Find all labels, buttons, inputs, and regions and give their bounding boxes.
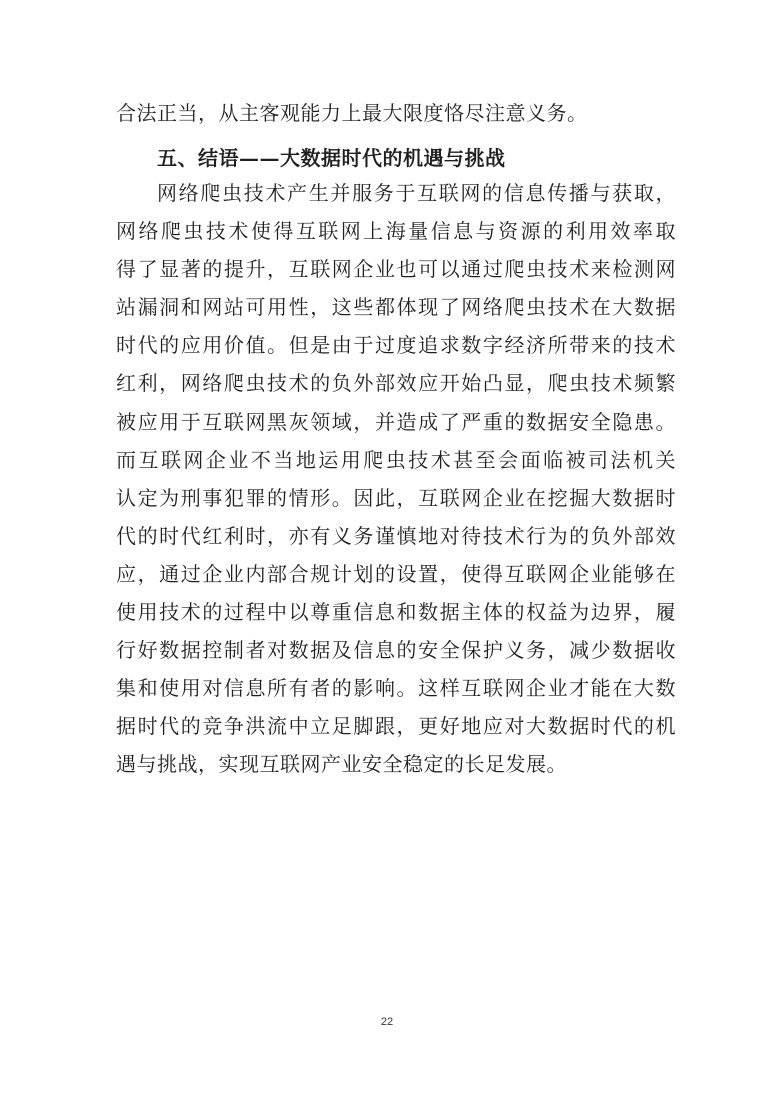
page-number: 22 <box>380 1016 394 1028</box>
paragraph-line: 红利，网络爬虫技术的负外部效应开始凸显，爬虫技术频繁 <box>116 371 676 395</box>
paragraph-line: 而互联网企业不当地运用爬虫技术甚至会面临被司法机关 <box>116 448 676 472</box>
paragraph-line: 使用技术的过程中以尊重信息和数据主体的权益为边界，履 <box>116 600 676 624</box>
paragraph-line: 被应用于互联网黑灰领域，并造成了严重的数据安全隐患。 <box>116 410 676 434</box>
paragraph-line: 得了显著的提升，互联网企业也可以通过爬虫技术来检测网 <box>116 257 676 281</box>
paragraph-line: 合法正当，从主客观能力上最大限度恪尽注意义务。 <box>116 101 588 125</box>
section-heading: 五、结语——大数据时代的机遇与挑战 <box>157 146 506 170</box>
paragraph-line: 网络爬虫技术使得互联网上海量信息与资源的利用效率取 <box>116 219 676 243</box>
paragraph-line: 应，通过企业内部合规计划的设置，使得互联网企业能够在 <box>116 562 676 586</box>
paragraph-line: 集和使用对信息所有者的影响。这样互联网企业才能在大数 <box>116 676 676 700</box>
paragraph-line: 站漏洞和网站可用性，这些都体现了网络爬虫技术在大数据 <box>116 295 676 319</box>
paragraph-line: 认定为刑事犯罪的情形。因此，互联网企业在挖掘大数据时 <box>116 486 676 510</box>
paragraph-line: 遇与挑战，实现互联网产业安全稳定的长足发展。 <box>116 752 567 776</box>
paragraph-line: 网络爬虫技术产生并服务于互联网的信息传播与获取， <box>157 181 676 205</box>
paragraph-line: 代的时代红利时，亦有义务谨慎地对待技术行为的负外部效 <box>116 524 676 548</box>
paragraph-line: 据时代的竞争洪流中立足脚跟，更好地应对大数据时代的机 <box>116 714 676 738</box>
paragraph-line: 时代的应用价值。但是由于过度追求数字经济所带来的技术 <box>116 333 676 357</box>
paragraph-line: 行好数据控制者对数据及信息的安全保护义务，减少数据收 <box>116 638 676 662</box>
